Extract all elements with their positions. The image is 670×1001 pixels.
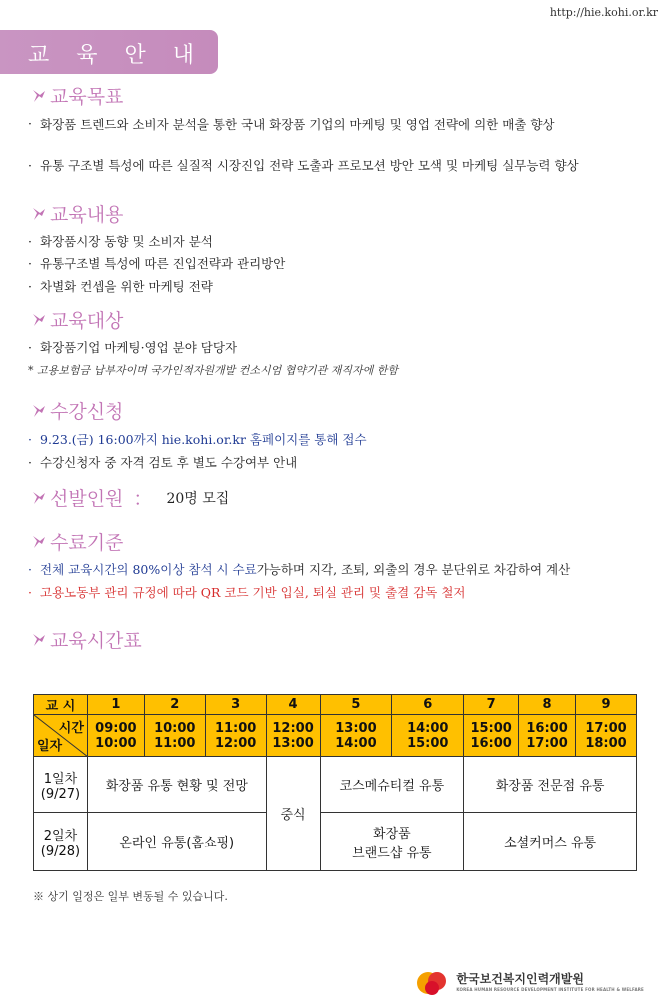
- period-cell: 7: [464, 695, 519, 715]
- time-cell: 11:00 12:00: [205, 715, 266, 757]
- content-item-2: · 유통구조별 특성에 따른 진입전략과 관리방안: [28, 256, 286, 271]
- logo-mark-icon: [416, 966, 450, 996]
- pin-icon: [30, 311, 48, 329]
- apply-item-2: · 수강신청자 중 자격 검토 후 별도 수강여부 안내: [28, 455, 298, 470]
- apply-item-1: · 9.23.(금) 16:00까지 hie.kohi.or.kr 홈페이지를 통해 접수: [28, 432, 367, 447]
- schedule-table: [33, 694, 637, 871]
- period-cell: 6: [392, 695, 464, 715]
- bullet: ·: [28, 116, 32, 131]
- pin-icon: [30, 402, 48, 420]
- day1-label: 1일차 (9/27): [34, 757, 88, 813]
- section-goal-title: 교육목표: [50, 86, 124, 108]
- period-cell: 2: [144, 695, 205, 715]
- period-cell: 8: [519, 695, 576, 715]
- section-target-title: 교육대상: [50, 310, 124, 332]
- section-criteria-heading: [30, 528, 123, 555]
- time-cell: 17:00 18:00: [576, 715, 637, 757]
- time-cell: 09:00 10:00: [87, 715, 144, 757]
- criteria-item-1: · 전체 교육시간의 80%이상 참석 시 수료가능하며 지각, 조퇴, 외출의 경우 분단위로 차감하여 계산: [28, 562, 571, 577]
- day1-session-c: 화장품 전문점 유통: [464, 757, 637, 813]
- section-timetable-heading: [30, 626, 142, 653]
- logo-name: 한국보건복지인력개발원: [456, 972, 584, 986]
- page-banner: [0, 30, 218, 74]
- pin-icon: [30, 533, 48, 551]
- day1-session-b: 코스메슈티컬 유통: [320, 757, 464, 813]
- lunch-cell: 중식: [266, 757, 320, 871]
- day2-row: [34, 813, 637, 871]
- pin-icon: [30, 87, 48, 105]
- time-label: 시간: [58, 721, 84, 736]
- goal-item-1: 화장품 트렌드와 소비자 분석을 통한 국내 화장품 기업의 마케팅 및 영업 전략에 의한 매출 향상: [40, 117, 555, 132]
- section-apply-heading: [30, 397, 123, 424]
- time-cell: 16:00 17:00: [519, 715, 576, 757]
- target-note: * 고용보험금 납부자이며 국가인적자원개발 컨소시엄 협약기관 재직자에 한함: [28, 364, 399, 377]
- section-select-title: 선발인원: [50, 488, 124, 510]
- section-select-heading: [30, 484, 229, 511]
- section-content-title: 교육내용: [50, 204, 124, 226]
- select-colon: ：: [133, 488, 153, 510]
- day-label: 일자: [37, 739, 63, 754]
- time-cell: 15:00 16:00: [464, 715, 519, 757]
- day1-session-a: 화장품 유통 현황 및 전망: [87, 757, 266, 813]
- bullet: ·: [28, 158, 32, 173]
- institute-logo: [416, 966, 644, 996]
- goal-item-2: 유통 구조별 특성에 따른 실질적 시장진입 전략 도출과 프로모션 방안 모색 및 마케팅 실무능력 향상: [40, 158, 579, 173]
- period-cell: 3: [205, 695, 266, 715]
- logo-subtitle: KOREA HUMAN RESOURCE DEVELOPMENT INSTITUTE FOR HEALTH & WELFARE: [456, 987, 644, 992]
- day2-label: 2일차 (9/28): [34, 813, 88, 871]
- day2-session-b: 화장품 브랜드샵 유통: [320, 813, 464, 871]
- time-cell: 10:00 11:00: [144, 715, 205, 757]
- time-cell: 14:00 15:00: [392, 715, 464, 757]
- time-cell: 12:00 13:00: [266, 715, 320, 757]
- section-apply-title: 수강신청: [50, 401, 124, 423]
- section-target-heading: [30, 306, 123, 333]
- period-row: [34, 695, 637, 715]
- target-item: · 화장품기업 마케팅·영업 분야 담당자: [28, 340, 238, 355]
- section-criteria-title: 수료기준: [50, 532, 124, 554]
- period-cell: 1: [87, 695, 144, 715]
- content-item-1: · 화장품시장 동향 및 소비자 분석: [28, 234, 213, 249]
- time-cell: 13:00 14:00: [320, 715, 392, 757]
- period-cell: 5: [320, 695, 392, 715]
- day2-session-a: 온라인 유통(홈쇼핑): [87, 813, 266, 871]
- day2-session-c: 소셜커머스 유통: [464, 813, 637, 871]
- banner-title: 교 육 안 내: [28, 43, 204, 68]
- period-cell: 4: [266, 695, 320, 715]
- section-content-heading: [30, 200, 123, 227]
- period-label: 교 시: [34, 695, 88, 715]
- pin-icon: [30, 205, 48, 223]
- criteria-item-2: · 고용노동부 관리 규정에 따라 QR 코드 기반 입실, 퇴실 관리 및 출결 감독 철저: [28, 585, 466, 600]
- time-day-corner: [34, 715, 88, 757]
- pin-icon: [30, 631, 48, 649]
- site-url: http://hie.kohi.or.kr: [549, 6, 658, 19]
- day1-row: [34, 757, 637, 813]
- section-goal-heading: [30, 82, 123, 109]
- section-timetable-title: 교육시간표: [50, 630, 142, 652]
- content-item-3: · 차별화 컨셉을 위한 마케팅 전략: [28, 279, 213, 294]
- time-row: [34, 715, 637, 757]
- footnote: ※ 상기 일정은 일부 변동될 수 있습니다.: [33, 890, 228, 903]
- period-cell: 9: [576, 695, 637, 715]
- select-value: 20명 모집: [166, 490, 230, 507]
- pin-icon: [30, 489, 48, 507]
